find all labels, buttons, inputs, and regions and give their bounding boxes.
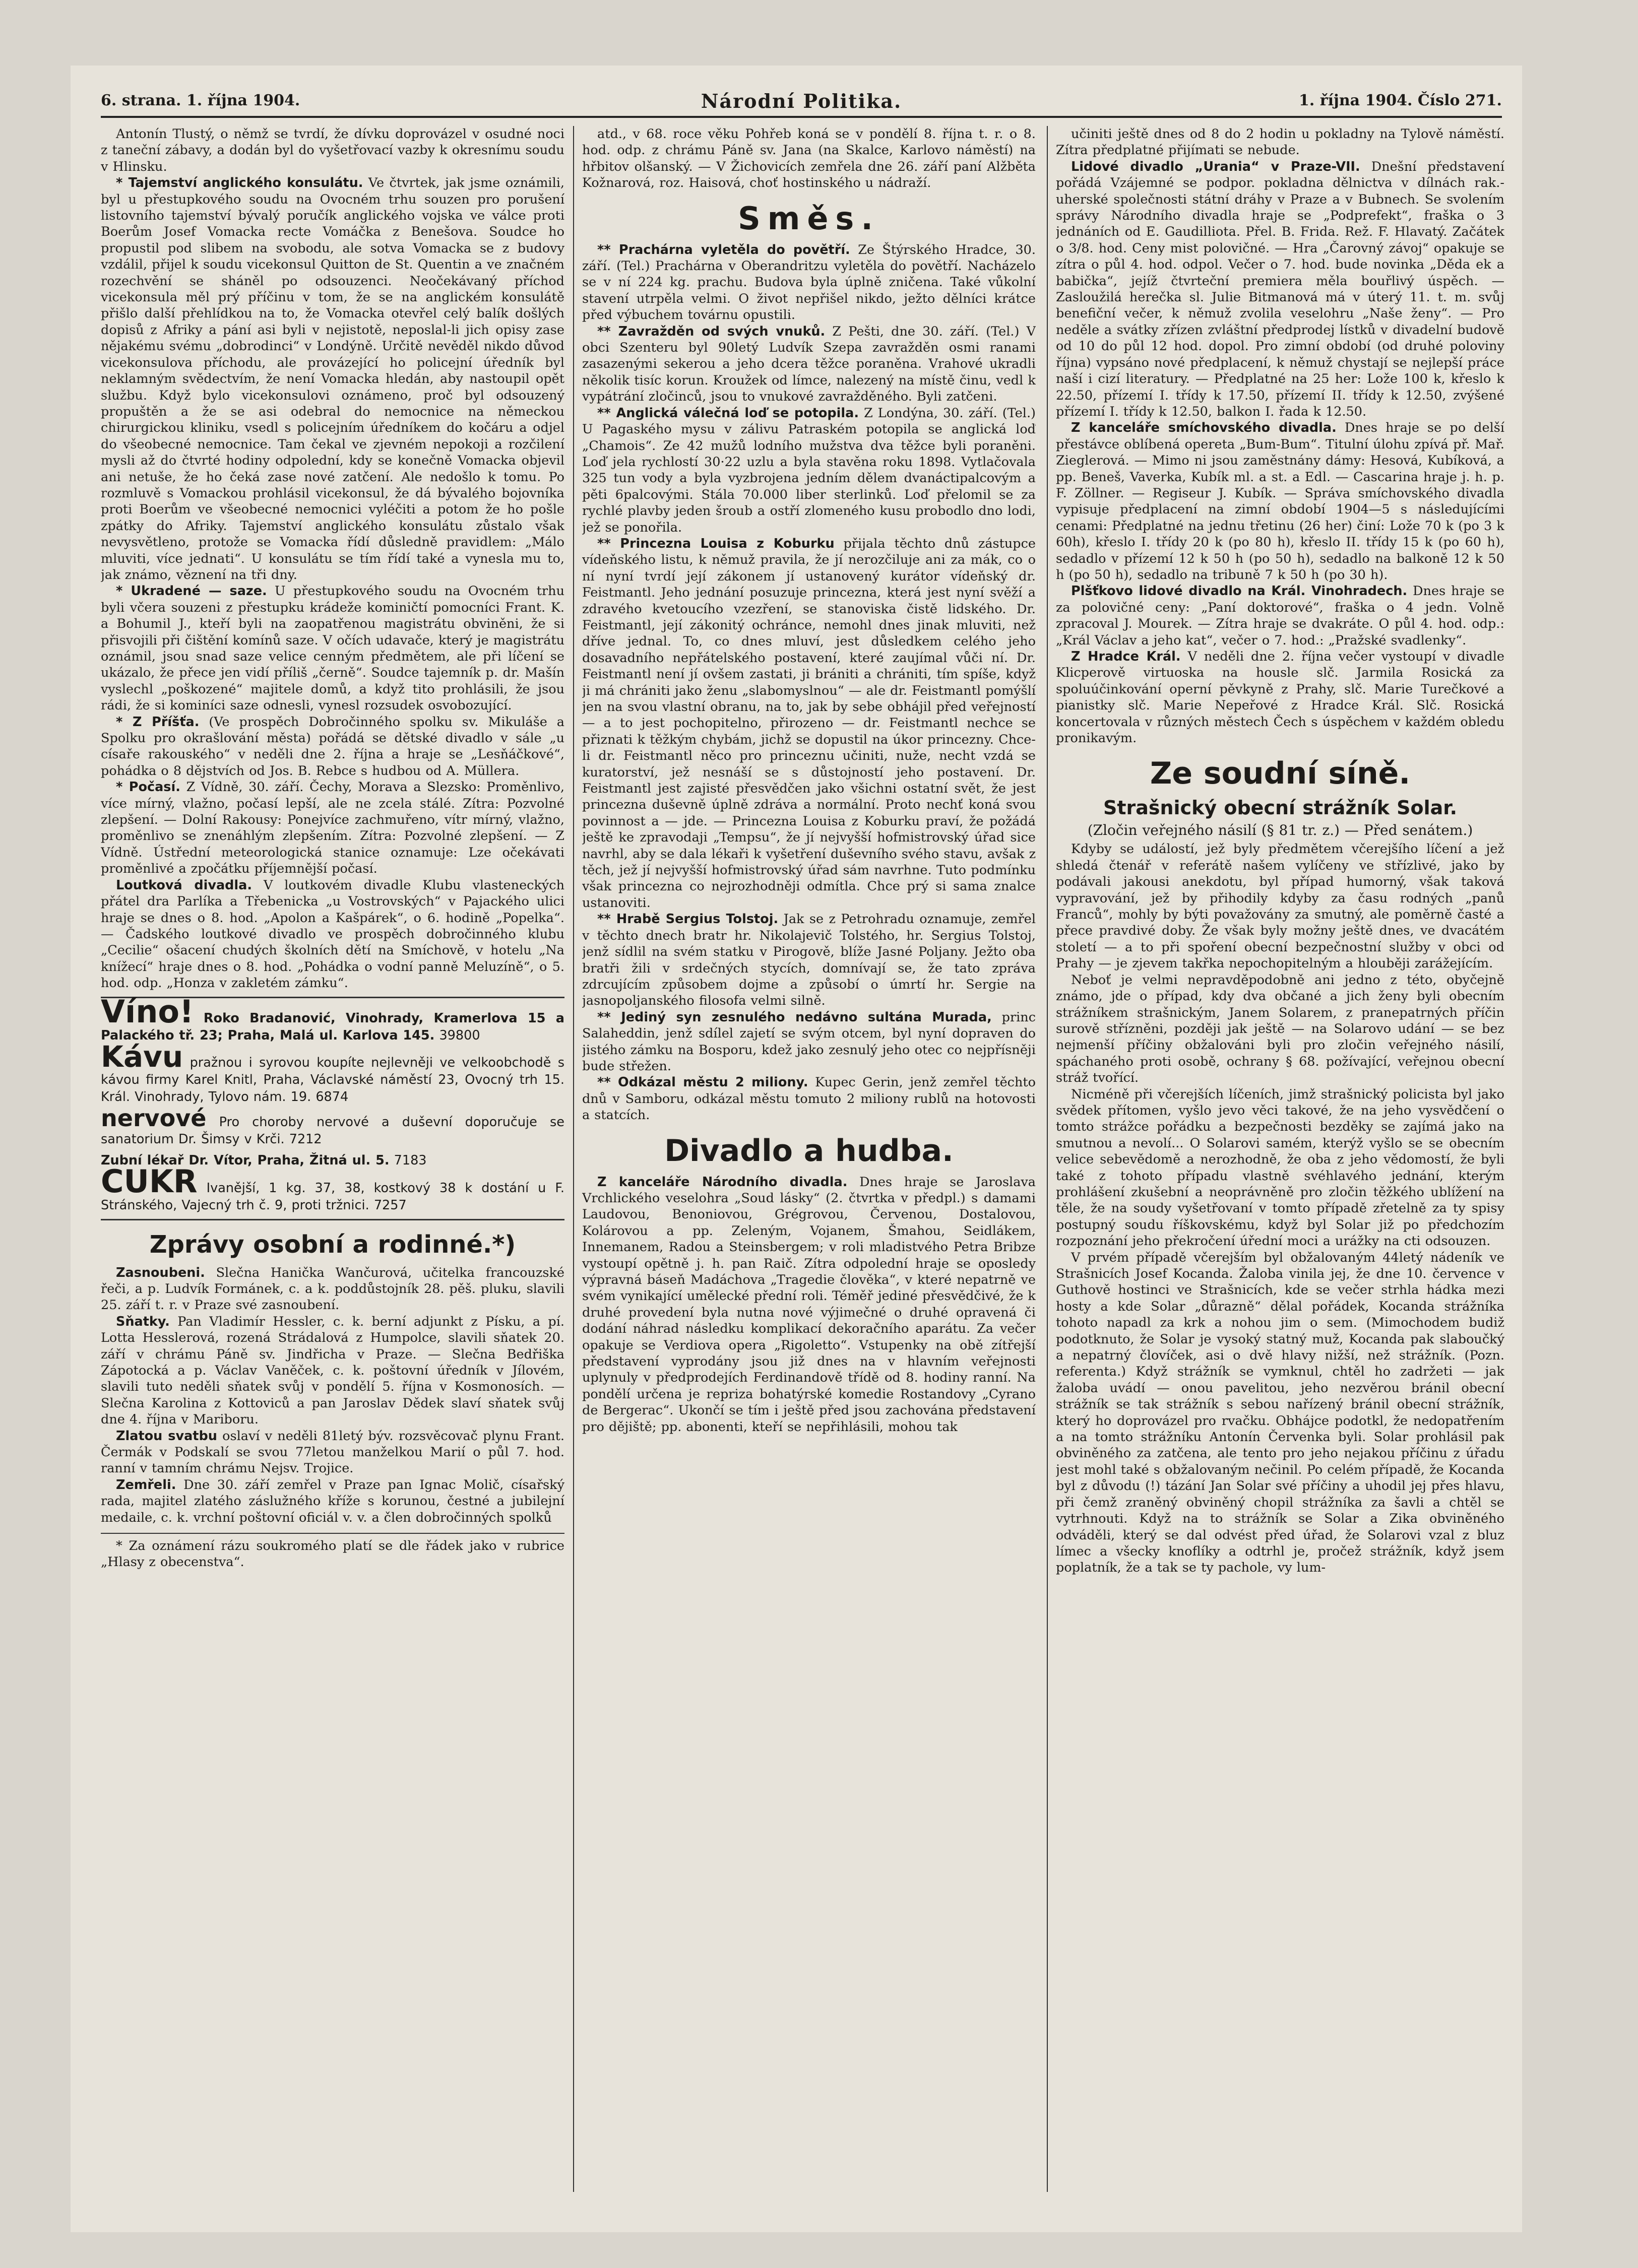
column-1 — [101, 126, 564, 2192]
header-date-right: 1. října 1904. Číslo 271. — [1299, 92, 1502, 109]
news-item-text: Z Pešti, dne 30. září. (Tel.) V obci Szenteru byl 90letý Ludvík Szepa zavražděn osmi ranami zasazenými sekerou a jeho dcera těžce poraněna. Vrahové ukradli několik tisíc korun. Kroužek od límce, nalezený na místě činu, vedl k vypátrání zločinců, jsou to vnukové zavražděného. Byli zatčeni. — [582, 323, 1036, 405]
column-3 — [1056, 126, 1504, 2192]
news-item-text: Dnes hraje se za polovičné ceny: „Paní doktorové“, fraška o 4 jedn. Volně zpracoval J. Mourek. — Zítra hraje se dvakráte. O půl 4. hod. odp.: „Král Václav a jeho kat“, večer o 7. hod.: „Pražské svadlenky“. — [1056, 584, 1504, 648]
news-item — [1056, 159, 1504, 420]
ad-headline: CUKR — [101, 1162, 198, 1200]
news-item-heading: ** Princezna Louisa z Koburku — [597, 536, 835, 551]
column-divider — [573, 126, 574, 2192]
advertisement-wine — [101, 993, 564, 1044]
column-divider — [1047, 126, 1048, 2192]
news-item — [101, 1477, 564, 1526]
news-item-heading: Sňatky. — [116, 1314, 170, 1329]
news-item — [101, 583, 564, 714]
news-item-text: Ve čtvrtek, jak jsme oznámili, byl u přestupkového soudu na Ovocném trhu souzen pro porušení listovního tajemství bývalý poručík anglického vojska ve válce proti Boerům Josef Vomacka recte Vomáčka z Benešova. Soudce ho propustil pod slibem na svobodu, ale sotva Vomacka se z budovy vzdálil, přijel k soudu vicekonsul Quitton de St. Quentin a ve značném rozechvění se sháněl po odsouzenci. Neočekávaný příchod vicekonsula měl prý příčinu v tom, že se na anglickém konsulátě přišlo další přehlídkou na to, že Vomacka otevřel celý balík došlých dopisů z Afriky a pání asi byli v nejistotě, neposlal-li jich opisy zase nějakému svému „dobrodinci“ v Londýně. Určitě nevěděl nikdo důvod vicekonsulova příchodu, ale provázející ho policejní úředník byl neklamným svědectvím, že není Vomacka hledán, aby nastoupil opět službu. Když bylo vicekonsulovi oznámeno, proč byl odsouzený propuštěn a že se asi odebral do nemocnice na německou chirurgickou kliniku, vsedl s policejním úředníkem do kočáru a odjel do všeobecné nemocnice. Tam čekal ve zjevném nepokoji a rozčilení mysli až do čtvrté hodiny odpolední, kdy se konečně Vomacka objevil ani netuše, že ho čeká zase nové zatčení. Ale nedošlo k tomu. Po rozmluvě s Vomackou prohlásil vicekonsul, že dá bývalého bojovníka proti Boerům ve všeobecné nemocnici vyléčiti a potom že ho pošle zpátky do Afriky. Tajemství anglického konsulátu zůstalo však nevysvětleno, protože se Vomacka řídí důsledně pravidlem: „Málo mluviti, více jednati“. U konsulátu se tím řídí také a vynesla mu to, jak známo, věznení na tři dny. — [101, 175, 564, 582]
article-paragraph: Nicméně při včerejších líčeních, jimž strašnický policista byl jako svědek přítomen, vyšlo jevo věci takové, že na jeho vysvědčení o tomto strážce pořádku a bezpečnosti bezděky se zajímá jako na smutnou a nevolí... O Solarovi samém, kterýž vyšlo se se obecním velice sebevědomě a nerozhodně, že oba z jeho vědomostí, že byli také z tohoto případu vlastně svéhlavého jednání, kterým prohlášení zkušební a neoprávněně pro zločin těžkého ublížení na těle, že na soudy vyšetřovaní v tomto případě zřetelně za ty spisy postupný soudu říškovskému, když byl Solar již po předchozím rozpoznání jeho překročení úřední moci a urážky na cti odsouzen. — [1056, 1086, 1504, 1249]
column-2 — [582, 126, 1036, 2192]
news-item-heading: Zlatou svatbu — [116, 1428, 217, 1444]
news-item-heading: Loutková divadla. — [116, 877, 253, 893]
newspaper-page — [71, 66, 1522, 2232]
news-item-heading: ** Anglická válečná loď se potopila. — [597, 405, 859, 421]
article-subheadline: (Zločin veřejného násilí (§ 81 tr. z.) — Před senátem.) — [1087, 822, 1473, 839]
news-item — [1056, 420, 1504, 583]
section-heading-theatre: Divadlo a hudba. — [664, 1133, 954, 1169]
news-item-text: Z Vídně, 30. září. Čechy, Morava a Slezsko: Proměnlivo, více mírný, vlažno, počasí lepší, ale ne zcela stálé. Zítra: Pozvolné zlepšení. — Dolní Rakousy: Ponejvíce zachmuřeno, vítr mírný, vlažno, proměnlivo se znenáhlým zlepšením. Zítra: Pozvolné zlepšení. — Z Vídně. Ústřední meteorologická stanice oznamuje: Lze očekávati proměnlivé a zpočátku příjemnější počasí. — [101, 780, 564, 877]
ad-code: 7212 — [289, 1131, 322, 1147]
section-heading-personal-news: Zprávy osobní a rodinné.*) — [149, 1230, 516, 1259]
news-item — [582, 323, 1036, 405]
news-item-text: V loutkovém divadle Klubu vlasteneckých přátel dra Parlíka a Třebenicka „u Vostrovských“ v Pajackého ulici hraje se dnes o 8. hod. „Apolon a Kašpárek“, o 6. hodině „Popelka“. — Čadského loutkové divadlo ve prospěch dobročinného klubu „Cecilie“ ošacení chudých školních dětí na Smíchově, v hotelu „Na knížecí“ hraje dnes o 8. hod. „Pohádka o vodní panně Meluzíně“, o 5. hod. odp. „Honza v zakletém zámku“. — [101, 877, 564, 991]
news-item — [101, 714, 564, 780]
advertisement-sanatorium — [101, 1104, 564, 1148]
section-heading-miscellany: Směs. — [738, 200, 880, 237]
news-item-heading: Plšťkovo lidové divadlo na Král. Vinohradech. — [1071, 584, 1408, 599]
news-item — [101, 175, 564, 583]
news-item-heading: * Z Příšťa. — [116, 714, 200, 730]
news-item-heading: Lidové divadlo „Urania“ v Praze-VII. — [1071, 159, 1360, 174]
news-item-heading: Z Hradce Král. — [1071, 649, 1181, 664]
news-item — [582, 1174, 1036, 1436]
news-item-text: Dne 30. září zemřel v Praze pan Ignac Molič, císařský rada, majitel zlatého záslužného kříže s korunou, čestné a jubilejní medaile, c. k. vrchní poštovní oficiál v. v. a člen dobročinných spolků — [101, 1477, 564, 1525]
news-item-text: přijala těchto dnů zástupce vídeňského listu, k němuž pravila, že jí nerozčiluje ani za mák, co o ní nyní tvrdí její zákonem jí ustanovený kurátor vídeňský dr. Feistmantl. Jeho jednání posuzuje princezna, která jest nyní svěží a zdravého kvetoucího vzezření, se stanoviska čistě lidského. Dr. Feistmantl, její zákonitý ochránce, nemohl dnes jinak mluviti, než dříve jednal. To, co dnes mluví, jest důsledkem celého jeho dosavadního nepřátelského postavení, které zaujímal vůči ní. Dr. Feistmantl není jí ovšem zastati, ji brániti a chrániti, tím spíše, když ji má chrániti jako ženu „slabomyslnou“ — ale dr. Feistmantl pomýšlí jen na svou vlastní obranu, na to, jak by sebe obhájil před veřejností — a to jest pochopitelno, přirozeno — dr. Feistmantl nechce se přiznati k těžkým chybám, jichž se dopustil na úkor princezny. Chce-li dr. Feistmantl něco pro princeznu učiniti, nuže, necht vzdá se kuratorství, jež nesnáší se s důstojností jeho postavení. Dr. Feistmantl jest zajisté přesvědčen jako všichni ostatní svět, že jest princezna duševně úplně zdráva a normální. Proto nechť koná svou povinnost a — jde. — Princezna Louisa z Koburku praví, že požádá ještě ke zpravodaji „Tempsu“, že jí nejvyšší hofmistrovský úřad sice navrhl, aby se dala lékaři k vyšetření duševního svého stavu, avšak z těch, jež jí nejvyšší hofmistrovský úřad sám navrhne. Tuto podmínku však princezna co nejrozhodněji odmítla. Chce prý si sama znalce ustanoviti. — [582, 536, 1036, 911]
news-item — [1056, 583, 1504, 649]
news-item-text: Pan Vladimír Hessler, c. k. berní adjunkt z Písku, a pí. Lotta Hesslerová, rozená Strádalová z Humpolce, slavili sňatek 20. září v chrámu Páně sv. Jindřicha v Praze. — Slečna Bedřiška Zápotocká a p. Václav Vaněček, c. k. poštovní úředník v Jílovém, slavili tuto neděli sňatek svůj v pondělí 5. října v Kosmonosích. — Slečna Karolina z Kottoviců a pan Jaroslav Dědek slaví sňatek svůj dne 4. října v Mariboru. — [101, 1314, 564, 1428]
news-item-text: Slečna Hanička Wančurová, učitelka francouzské řeči, a p. Ludvík Formánek, c. a k. poddůstojník 28. pěš. pluku, slavili 25. září t. r. v Praze své zasnoubení. — [101, 1265, 564, 1313]
article-paragraph: Antonín Tlustý, o němž se tvrdí, že dívku doprovázel v osudné noci z taneční zábavy, a dodán byl do vyšetřovací vazby k okresnímu soudu v Hlinsku. — [101, 126, 564, 174]
ad-code: 39800 — [439, 1027, 480, 1043]
news-item-text: Dnes hraje se po delší přestávce oblíbená opereta „Bum-Bum“. Titulní úlohu zpívá př. Mař. Zieglerová. — Mimo ni jsou zaměstnány dámy: Hesová, Kubíková, a pp. Beneš, Vaverka, Kubík ml. a st. a Edl. — Cascarina hraje j. h. p. F. Zöllner. — Regiseur J. Kubík. — Správa smíchovského divadla vypisuje předplacení na zimní období 1904—5 s následujícími cenami: Předplatné na jednu třetinu (26 her) činí: Lože 70 k (po 3 k 60h), křeslo I. třídy 20 k (po 80 h), křeslo II. třídy 15 k (po 60 h), sedadlo v přízemí 12 k 50 h (po 50 h), sedadlo na balkoně 12 k 50 h (po 50 h), sedadlo na tribuně 7 k 50 h (po 30 h). — [1056, 420, 1504, 582]
article-paragraph: Kdyby se událostí, jež byly předmětem včerejšího líčení a jež shledá čtenář v referátě našem vylíčeny ve střízlivé, jako by podávali jakousi anekdotu, byl případ humorný, však taková vypravování, jež by přihodily kdyby za času rodných „panů Franců“, mohly by býti považovány za smutný, ale poměrně časté a přece pravdivé doby. Že však byly možny ještě dnes, ve dvacátém století — a to při spoření obecní bezpečnostní služby v obci od Prahy — je zjevem takřka nepochopitelným a hlouběji zarážejícím. — [1056, 841, 1504, 971]
news-item-text: princ Salaheddin, jenž sdílel zajetí se svým otcem, byl nyní dopraven do jistého zámku na Bosporu, kdež jako zesnulý jeho otec co nejpřísněji bude střežen. — [582, 1009, 1036, 1074]
news-item — [101, 1314, 564, 1428]
news-item — [582, 242, 1036, 323]
masthead-title: Národní Politika. — [701, 90, 902, 112]
article-paragraph: V prvém případě včerejším byl obžalovaným 44letý nádeník ve Strašnicích Josef Kocanda. Žaloba vinila jej, že dne 10. července v Guthově hostinci ve Strašnicích, kde se večer strhla hádka mezi hosty a kde Solar „důrazně“ dělal pořádek, Kocanda strážníka tohoto napadl za krk a nohou jim o sem. (Mimochodem budiž podotknuto, že Solar je vysoký statný muž, Kocanda pak slaboučký a nepatrný človíček, asi o dvě hlavy nižší, než strážník. (Pozn. referenta.) Když strážník se vymknul, chtěl ho zadržeti — jak žaloba uvádí — onou pavelitou, jeho nezvěrou bránil obecní strážník se tak strážník s sebou nařízený bránil obecní strážník, který ho doprovázel pro rvačku. Obhájce podotkl, že nedopatřením a na tomto strážníku Antonín Červenka byli. Solar prohlásil pak obviněného za zatčena, ale tento pro jeho nejakou příčinu z úřadu jest mohl také s obžalovaným nečinil. Po celém případě, že Kocanda byl z důvodu (!) tázání Jan Solar své příčiny a uhodil jej přes hlavu, při čemž zraněný obviněný chopil strážníka za šavli a chtěl se vytrhnouti. Když na to strážník se Solar a Zika obviněného odváděli, který se dal odvést před úřad, že Solarovi vzal z bluz límec a všecky knoflíky a odtrhl je, pročež strážník, když jsem poplatník, že a tak se ty pachole, vy lum- — [1056, 1250, 1504, 1576]
news-item — [582, 405, 1036, 536]
news-item-heading: ** Hrabě Sergius Tolstoj. — [597, 912, 779, 927]
advertisement-coffee — [101, 1039, 564, 1106]
ad-text: Zubní lékař Dr. Vítor, Praha, Žitná ul. 5. — [101, 1152, 390, 1168]
news-item — [101, 877, 564, 992]
article-paragraph: učiniti ještě dnes od 8 do 2 hodin u pokladny na Tylově náměstí. Zítra předplatné přijímati se nebude. — [1056, 126, 1504, 158]
news-item-heading: ** Jediný syn zesnulého nedávno sultána Murada, — [597, 1009, 992, 1025]
header-date-left: 6. strana. 1. října 1904. — [101, 92, 300, 109]
ad-text: Pro choroby nervové a duševní doporučuje se sanatorium Dr. Šimsy v Krči. — [101, 1114, 564, 1147]
ad-code: 7183 — [394, 1152, 427, 1168]
news-item — [101, 1265, 564, 1314]
news-item-heading: Z kanceláře Národního divadla. — [597, 1174, 848, 1190]
divider — [101, 1219, 564, 1220]
news-item-heading: ** Odkázal městu 2 miliony. — [597, 1075, 808, 1090]
page-header — [101, 86, 1502, 118]
news-item-heading: ** Prachárna vyletěla do povětří. — [597, 242, 850, 257]
news-item-text: (Ve prospěch Dobročinného spolku sv. Mikuláše a Spolku pro okrašlování města) pořádá se dětské divadlo v sále „u císaře rakouského“ v neděli dne 2. října a hraje se „Lesňáčkové“, pohádka o 8 dějstvích od Jos. B. Rebce s hudbou od A. Müllera. — [101, 714, 564, 779]
news-item-text: Dnes hraje se Jaroslava Vrchlického veselohra „Soud lásky“ (2. čtvrtka v předpl.) s damami Laudovou, Benoniovou, Grégrovou, Červenou, Dostalovou, Kolárovou a pp. Zeleným, Vojanem, Šmahou, Seidlákem, Innemanem, Radou a Steinsbergem; v roli mladistvého Petra Bribze vystoupí opětně j. h. pan Raič. Zítra odpolední hraje se oposledy výpravná báseň Madáchova „Tragedie člověka“, v které nepatrně ve svém vynikající umělecké přední roli. Téměř jediné přesvědčivé, že k druhé provedení byla nutna nové výjimečné o druhé opravená či dodání náhrad následku komplikací dekoračního aparátu. Za večer opakuje se Verdiova opera „Rigoletto“. Vstupenky na obě zítřejší představení vyprodány jsou již dnes na v hlavním veřejnosti uplynuly v předprodejích Ferdinandově třídě od 8. hodiny ranní. Na pondělí určena je repriza bohatýrské komedie Rostandovy „Cyrano de Bergerac“. Ukončí se tím i ještě před jsou zachována představení pro dějiště; pp. abonenti, kteří se nepřihlásili, mohou tak — [582, 1174, 1036, 1435]
ad-text: Ivanější, 1 kg. 37, 38, kostkový 38 k dostání u F. Stránského, Vajecný trh č. 9, proti tržnici. — [101, 1180, 564, 1213]
news-item — [582, 1009, 1036, 1075]
ad-code: 7257 — [373, 1197, 407, 1213]
news-item-text: Dnešní představení pořádá Vzájemné se podpor. pokladna dělnictva v dílnách rak.-uherské společnosti státní dráhy v Praze a v Bubnech. Se svolením správy Národního divadla hraje se „Podprefekt“, fraška o 3 jednáních od E. Gaudilliota. Přel. B. Frida. Rež. F. Hlavatý. Začátek o 3/8. hod. Ceny mist polovičné. — Hra „Čarovný závoj“ opakuje se zítra o půl 4. hod. odpol. Večer o 7. hod. bude novinka „Děda ek a babička“, jejíž čtvrteční premiera měla bouřlivý úspěch. — Zasloužilá herečka sl. Julie Bitmanová má v úterý 11. t. m. svůj benefiční večer, k němuž zvolila veselohru „Naše ženy“. — Pro neděle a svátky zřízen zvláštní předprodej lístků v divadelní budově od 10 do půl 12 hod. dopol. Pro zimní období (od druhé poloviny října) vypsáno nové předplacení, k němuž chystají se nejlepší práce naší i cizí literatury. — Předplatné na 25 her: Lože 100 k, křeslo k 22.50, přízemí I. třídy k 17.50, přízemí II. třídy k 12.50, zvýšené přízemí I. třídy k 12.50, balkon I. řada k 12.50. — [1056, 159, 1504, 419]
news-item-text: V neděli dne 2. října večer vystoupí v divadle Klicperově virtuoska na housle slč. Jarmila Rosická za spoluúčinkování operní pěvkyně z Prahy, slč. Marie Turečkové a pianistky slč. Marie Nepeřové z Hradce Král. Slč. Rosická koncertovala v různých městech Čech s úspěchem v každém obledu pronikavým. — [1056, 649, 1504, 746]
ad-text: Roko Bradanović, Vinohrady, Kramerlova 15 a Palackého tř. 23; Praha, Malá ul. Karlova 145. — [101, 1010, 564, 1043]
news-item — [1056, 649, 1504, 746]
section-heading-court: Ze soudní síně. — [1150, 756, 1411, 792]
news-item-heading: Zemřeli. — [116, 1477, 176, 1493]
article-paragraph: atd., v 68. roce věku Pohřeb koná se v pondělí 8. října t. r. o 8. hod. odp. z chrámu Páně sv. Jana (na Skalce, Karlovo náměstí) na hřbitov olšanský. — V Žichovicích zemřela dne 26. září paní Alžběta Kožnarová, roz. Haisová, choť hostinského u nádraží. — [582, 126, 1036, 191]
news-item-text: Ze Štýrského Hradce, 30. září. (Tel.) Prachárna v Oberandritzu vyletěla do povětří. Nacházelo se v ní 224 kg. prachu. Budova byla úplně zničena. Také vůkolní stavení utrpěla velmi. O život nepřišel nikdo, ježto dělníci krátce před výbuchem továrnu opustili. — [582, 242, 1036, 323]
news-item-heading: ** Zavražděn od svých vnuků. — [597, 323, 826, 339]
article-headline: Strašnický obecní strážník Solar. — [1103, 797, 1458, 819]
ad-code: 6874 — [316, 1089, 349, 1105]
news-item — [582, 1074, 1036, 1123]
news-item — [582, 536, 1036, 911]
news-item — [582, 911, 1036, 1009]
ad-text: pražnou i syrovou koupíte nejlevněji ve velkoobchodě s kávou firmy Karel Knitl, Praha, Václavské náměstí 23, Ovocný trh 15. Král. Vinohrady, Tylovo nám. 19. — [101, 1055, 564, 1105]
news-item-heading: * Tajemství anglického konsulátu. — [116, 175, 363, 191]
news-item — [101, 779, 564, 877]
article-paragraph: Neboť je velmi nepravděpodobně ani jedno z této, obyčejně známo, jde o případ, kdy dva občané a jich ženy byli obecním strážníkem strašnickým, Janem Solarem, z pranepatrných příčin surově střízněni, později jak ještě — na Solarovo udání — se bez nejmenší příčiny obžalováni byli pro zločin veřejného násilí, spáchaného proti osobě, ochrany § 68. požívající, veřejnou obecní stráž tvořící. — [1056, 972, 1504, 1086]
news-item-heading: * Ukradené — saze. — [116, 584, 267, 599]
news-item — [101, 1428, 564, 1477]
ad-headline: Kávu — [101, 1039, 183, 1074]
footnote: * Za oznámení rázu soukromého platí se dle řádek jako v rubrice „Hlasy z obecenstva“. — [101, 1533, 564, 1571]
ad-headline: nervové — [101, 1104, 207, 1132]
news-item-text: Z Londýna, 30. září. (Tel.) U Pagaského mysu v zálivu Patraském potopila se anglická loď „Chamois“. Ze 42 mužů lodního mužstva dva těžce byli poraněni. Loď jela rychlostí 30·22 uzlu a byla stavěna roku 1898. Vytlačovala 325 tun vody a byla vyzbrojena jedním dělem dvanáctipalcovým a pěti 6palcovými. Stála 70.000 liber sterlinků. Loď přelomil se za rychlé plavby jeden šroub a ostří zlomeného kusu probodlo dno lodi, jež se ponořila. — [582, 405, 1036, 535]
news-item-text: U přestupkového soudu na Ovocném trhu byli včera souzeni z přestupku krádeže kominičtí pomocníci Frant. K. a Bohumil J., kteří byli na zaopatřenou magistrátu obviněni, že si přisvojili při čištění komínů saze. V očích udavače, který je magistrátu oznámil, jsou snad saze velice cenným předmětem, ale při líčení se ukázalo, že přece jen vidí příliš „černě“. Soudce tajemník p. dr. Mašín vyslechl „poškozené“ majitele domů, a když tito prohlásili, že jsou rádi, že si kominíci saze odnesli, vynesl rozsudek osvobozující. — [101, 584, 564, 714]
news-item-heading: Zasnoubeni. — [116, 1265, 205, 1280]
ad-headline: Víno! — [101, 993, 194, 1030]
news-item-text: Kupec Gerin, jenž zemřel těchto dnů v Samboru, odkázal městu tomuto 2 miliony rublů na hotovosti a statcích. — [582, 1075, 1036, 1123]
news-item-heading: Z kanceláře smíchovského divadla. — [1071, 420, 1337, 436]
news-item-text: Jak se z Petrohradu oznamuje, zemřel v těchto dnech bratr hr. Nikolajevič Tolstého, hr. Sergius Tolstoj, jenž sídlil na svém statku v Pirogově, blíže Jasné Poljany. Ježto oba bratři žili v srdečných stycích, domnívají se, že tato zpráva zdrcujícím způsobem dojme a způsobí o úmrtí hr. Sergie na jasnopoljanského filosofa velmi silně. — [582, 912, 1036, 1009]
news-item-heading: * Počasí. — [116, 780, 180, 795]
advertisement-sugar — [101, 1162, 564, 1214]
news-item-text: oslaví v neděli 81letý býv. rozsvěcovač plynu Frant. Čermák v Podskalí se svou 77letou manželkou Marií o půl 7. hod. ranní v tamním chrámu Nejsv. Trojice. — [101, 1428, 564, 1476]
